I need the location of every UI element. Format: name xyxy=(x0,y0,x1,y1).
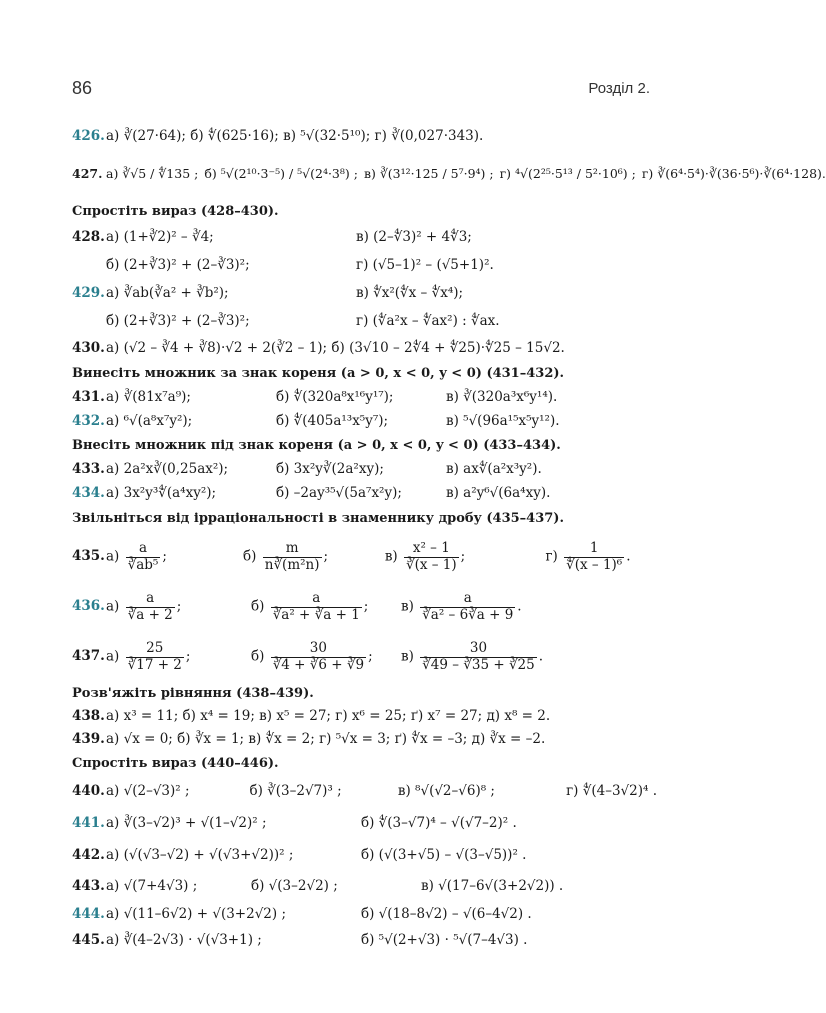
numerator: a xyxy=(312,589,321,606)
numerator: 25 xyxy=(146,639,164,656)
item-b: б) (√(3+√5) – √(3–√5))² . xyxy=(361,847,527,864)
item-b: б) ⁵√(2¹⁰·3⁻⁵) / ⁵√(2⁴·3⁸) ; xyxy=(204,165,358,181)
item-v: в) (2–∜3)² + 4∜3; xyxy=(356,229,472,246)
item-b: б) ∜(320a⁸x¹⁶y¹⁷); xyxy=(276,389,394,406)
denominator: n∛(m²n) xyxy=(264,556,320,573)
fraction xyxy=(271,641,366,673)
item-b: б) ∜(3–√7)⁴ – √(√7–2)² . xyxy=(361,815,517,832)
item-b: б) 3x²y∛(2a²xy); xyxy=(276,461,384,478)
problem-text: а) ∛(27·64); б) ∜(625·16); в) ⁵√(32·5¹⁰); г) ∛(0,027·343). xyxy=(106,128,484,145)
punct: ; xyxy=(323,548,329,565)
fraction xyxy=(420,641,537,673)
item-a: а) ∛ab(∛a² + ∛b²); xyxy=(106,285,229,302)
problem-432 xyxy=(72,410,657,434)
problem-number: 426. xyxy=(72,128,105,145)
item-v: в) ∛(3¹²·125 / 5⁷·9⁴) ; xyxy=(363,165,494,181)
denominator: ∛17 + 2 xyxy=(127,656,182,673)
problem-number: 432. xyxy=(72,413,105,430)
problem-number: 428. xyxy=(72,229,105,246)
problem-number: 441. xyxy=(72,815,105,832)
numerator: a xyxy=(138,539,148,556)
problem-428-row2 xyxy=(72,252,657,280)
denominator: ∛(x – 1) xyxy=(405,556,457,573)
fraction xyxy=(263,541,322,573)
problem-440 xyxy=(72,776,657,808)
item-a xyxy=(106,641,251,673)
numerator: 30 xyxy=(469,639,488,656)
punct: . xyxy=(538,648,544,665)
problem-431 xyxy=(72,386,657,410)
fraction xyxy=(126,541,161,573)
item-v xyxy=(401,641,543,673)
problem-443 xyxy=(72,872,657,902)
item-b: б) √(18–8√2) – √(6–4√2) . xyxy=(361,906,532,923)
item-b: б) ∛(3–2√7)³ ; xyxy=(249,783,342,800)
problem-number: 435. xyxy=(72,548,105,565)
fraction xyxy=(126,591,175,623)
punct: ; xyxy=(176,598,182,615)
punct: ; xyxy=(368,648,373,665)
item-label: в) xyxy=(401,598,414,615)
chapter-title: Розділ 2. xyxy=(588,80,650,97)
item-label: б) xyxy=(251,598,265,615)
fraction xyxy=(126,641,184,673)
item-v: в) a²y⁶√(6a⁴xy). xyxy=(446,485,551,502)
problem-number: 434. xyxy=(72,485,105,502)
item-v: в) ⁵√(96a¹⁵x⁵y¹²). xyxy=(446,413,560,430)
problem-437 xyxy=(72,632,657,682)
punct: . xyxy=(517,598,522,615)
problem-number: 442. xyxy=(72,847,105,864)
item-a: а) ⁶√(a⁸x⁷y²); xyxy=(106,413,193,430)
item-a: а) ∛(4–2√3) · √(√3+1) ; xyxy=(106,932,262,949)
problem-number: 429. xyxy=(72,285,105,302)
problem-text: а) (√2 – ∛4 + ∛8)·√2 + 2(∛2 – 1); б) (3√10 – 2∜4 + ∜25)·∜25 – 15√2. xyxy=(106,340,565,357)
item-b xyxy=(251,641,401,673)
problem-text: а) x³ = 11; б) x⁴ = 19; в) x⁵ = 27; г) x⁶ = 25; ґ) x⁷ = 27; д) x⁸ = 2. xyxy=(106,708,551,725)
item-v: в) ∜x²(∜x – ∜x⁴); xyxy=(356,285,464,302)
punct: . xyxy=(626,548,631,565)
item-b: б) (2+∛3)² + (2–∛3)²; xyxy=(106,257,250,274)
punct: ; xyxy=(185,648,191,665)
problem-444 xyxy=(72,902,657,928)
item-v xyxy=(385,541,546,573)
problem-445 xyxy=(72,928,657,954)
item-a: а) 2a²x∛(0,25ax²); xyxy=(106,461,229,478)
item-a xyxy=(106,591,251,623)
item-a: а) ∛(81x⁷a⁹); xyxy=(106,389,191,406)
section-heading: Розв'яжіть рівняння (438–439). xyxy=(72,685,314,701)
item-label: а) xyxy=(106,598,120,615)
section-heading: Внесіть множник під знак кореня (a > 0, x < 0, y < 0) (433–434). xyxy=(72,437,561,453)
problem-number: 440. xyxy=(72,783,105,800)
problem-number: 438. xyxy=(72,708,105,725)
problem-number: 439. xyxy=(72,731,105,748)
section-heading: Звільніться від ірраціональності в знаменнику дробу (435–437). xyxy=(72,510,564,526)
item-b xyxy=(251,591,401,623)
item-g: г) (√5–1)² – (√5+1)². xyxy=(356,257,494,274)
problem-427 xyxy=(72,148,826,200)
problem-number: 444. xyxy=(72,906,105,923)
section-heading: Спростіть вираз (428–430). xyxy=(72,203,279,219)
item-v: в) ∛(320a³x⁶y¹⁴). xyxy=(446,389,558,406)
numerator: a xyxy=(146,589,155,606)
item-v: в) √(17–6√(3+2√2)) . xyxy=(421,878,564,895)
item-a: а) √(7+4√3) ; xyxy=(106,878,198,895)
page-number: 86 xyxy=(72,78,93,98)
denominator: ∛a² – 6∛a + 9 xyxy=(422,606,514,623)
denominator: ∜(x – 1)⁶ xyxy=(566,556,623,573)
item-a: а) √(11–6√2) + √(3+2√2) ; xyxy=(106,906,287,923)
item-a: а) (1+∛2)² – ∛4; xyxy=(106,229,214,246)
problem-441 xyxy=(72,808,657,840)
item-g: г) (∜a²x – ∜ax²) : ∜ax. xyxy=(356,313,500,330)
item-b: б) √(3–2√2) ; xyxy=(251,878,338,895)
item-label: в) xyxy=(384,548,398,565)
problem-number: 431. xyxy=(72,389,105,406)
item-label: а) xyxy=(106,648,120,665)
numerator: a xyxy=(463,589,472,606)
problem-number: 436. xyxy=(72,598,105,615)
problem-439 xyxy=(72,728,657,752)
denominator: ∛ab⁵ xyxy=(127,556,159,573)
numerator: m xyxy=(285,539,299,556)
problem-number: 430. xyxy=(72,340,105,357)
fraction xyxy=(420,591,515,623)
item-v xyxy=(401,591,522,623)
item-label: в) xyxy=(401,648,414,665)
section-heading: Спростіть вираз (440–446). xyxy=(72,755,279,771)
problem-number: 433. xyxy=(72,461,105,478)
denominator: ∛49 – ∛35 + ∛25 xyxy=(422,656,535,673)
item-label: г) xyxy=(545,548,558,565)
item-a: а) √(2–√3)² ; xyxy=(106,783,190,800)
problem-text: а) √x = 0; б) ∛x = 1; в) ∜x = 2; г) ⁵√x = 3; ґ) ∜x = –3; д) ∛x = –2. xyxy=(106,731,546,748)
item-v: в) ⁸√(√2–√6)⁸ ; xyxy=(397,783,495,800)
problem-number: 443. xyxy=(72,878,105,895)
numerator: 1 xyxy=(589,539,599,556)
problem-430 xyxy=(72,336,657,362)
punct: ; xyxy=(363,598,369,615)
problem-429 xyxy=(72,280,657,308)
denominator: ∛4 + ∛6 + ∛9 xyxy=(272,656,365,673)
problem-426 xyxy=(72,126,657,148)
problem-436 xyxy=(72,582,657,632)
item-a xyxy=(106,541,243,573)
fraction xyxy=(271,591,362,623)
item-g2: г) ∛(6⁴·5⁴)·∛(36·5⁶)·∛(6⁴·128). xyxy=(641,165,826,181)
item-b xyxy=(243,541,385,573)
problem-433 xyxy=(72,458,657,482)
item-a: а) ∛(3–√2)³ + √(1–√2)² ; xyxy=(106,815,267,832)
item-label: б) xyxy=(243,548,257,565)
section-heading: Винесіть множник за знак кореня (a > 0, x < 0, y < 0) (431–432). xyxy=(72,365,565,381)
numerator: 30 xyxy=(309,639,327,656)
problem-number: 445. xyxy=(72,932,105,949)
item-b: б) ∜(405a¹³x⁵y⁷); xyxy=(276,413,389,430)
item-g xyxy=(545,541,657,573)
item-b: б) ⁵√(2+√3) · ⁵√(7–4√3) . xyxy=(361,932,528,949)
problem-428 xyxy=(72,224,657,252)
item-label: б) xyxy=(251,648,265,665)
fraction xyxy=(564,541,624,573)
problem-442 xyxy=(72,840,657,872)
fraction xyxy=(404,541,459,573)
problem-number: 437. xyxy=(72,648,105,665)
denominator: ∛a + 2 xyxy=(127,606,173,623)
item-v: в) ax∜(a²x³y²). xyxy=(446,461,542,478)
item-a: а) (√(√3–√2) + √(√3+√2))² ; xyxy=(106,847,294,864)
page-content xyxy=(72,126,826,954)
item-b: б) (2+∛3)² + (2–∛3)²; xyxy=(106,313,250,330)
problem-429-row2 xyxy=(72,308,657,336)
item-g: г) ∜(4–3√2)⁴ . xyxy=(566,783,657,800)
denominator: ∛a² + ∛a + 1 xyxy=(272,606,360,623)
item-a: а) 3x²y³∜(a⁴xy²); xyxy=(106,485,217,502)
problem-438 xyxy=(72,706,657,728)
punct: ; xyxy=(162,548,167,565)
item-a: а) ∛√5 / ∜135 ; xyxy=(106,165,199,181)
numerator: x² – 1 xyxy=(412,539,450,556)
item-label: а) xyxy=(106,548,120,565)
item-g: г) ⁴√(2²⁵·5¹³ / 5²·10⁶) ; xyxy=(499,165,636,181)
problem-435 xyxy=(72,532,657,582)
punct: ; xyxy=(460,548,466,565)
problem-434 xyxy=(72,482,657,506)
item-b: б) –2ay³⁵√(5a⁷x²y); xyxy=(276,485,402,502)
problem-number: 427. xyxy=(72,165,103,181)
